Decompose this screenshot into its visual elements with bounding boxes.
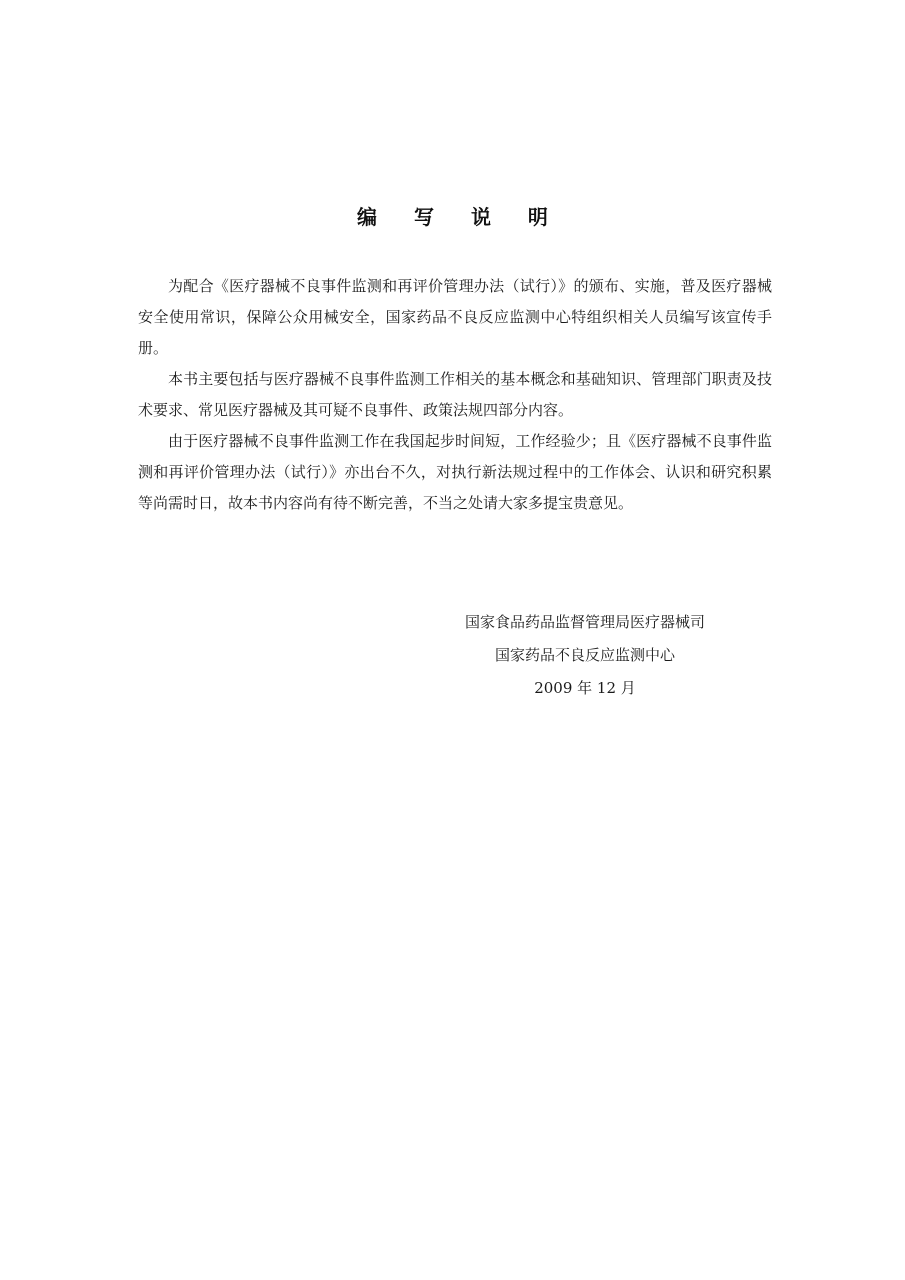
- paragraph-contents: 本书主要包括与医疗器械不良事件监测工作相关的基本概念和基础知识、管理部门职责及技术要求、常见医疗器械及其可疑不良事件、政策法规四部分内容。: [138, 370, 772, 419]
- signature-org-2: 国家药品不良反应监测中心: [494, 646, 675, 664]
- signature-org-1: 国家食品药品监督管理局医疗器械司: [464, 613, 705, 631]
- paragraph-disclaimer: 由于医疗器械不良事件监测工作在我国起步时间短，工作经验少；且《医疗器械不良事件监测和再评价管理办法（试行）》亦出台不久，对执行新法规过程中的工作体会、认识和研究积累等尚需时日，故本书内容尚有待不断完善，不当之处请大家多提宝贵意见。: [138, 432, 772, 512]
- page-title: 编 写 说 明: [357, 205, 563, 229]
- document-body: [138, 271, 772, 519]
- signature-block: [440, 606, 730, 705]
- paragraph-purpose: 为配合《医疗器械不良事件监测和再评价管理办法（试行）》的颁布、实施，普及医疗器械安全使用常识，保障公众用械安全，国家药品不良反应监测中心特组织相关人员编写该宣传手册。: [138, 277, 772, 357]
- signature-date: 2009 年 12 月: [534, 679, 636, 697]
